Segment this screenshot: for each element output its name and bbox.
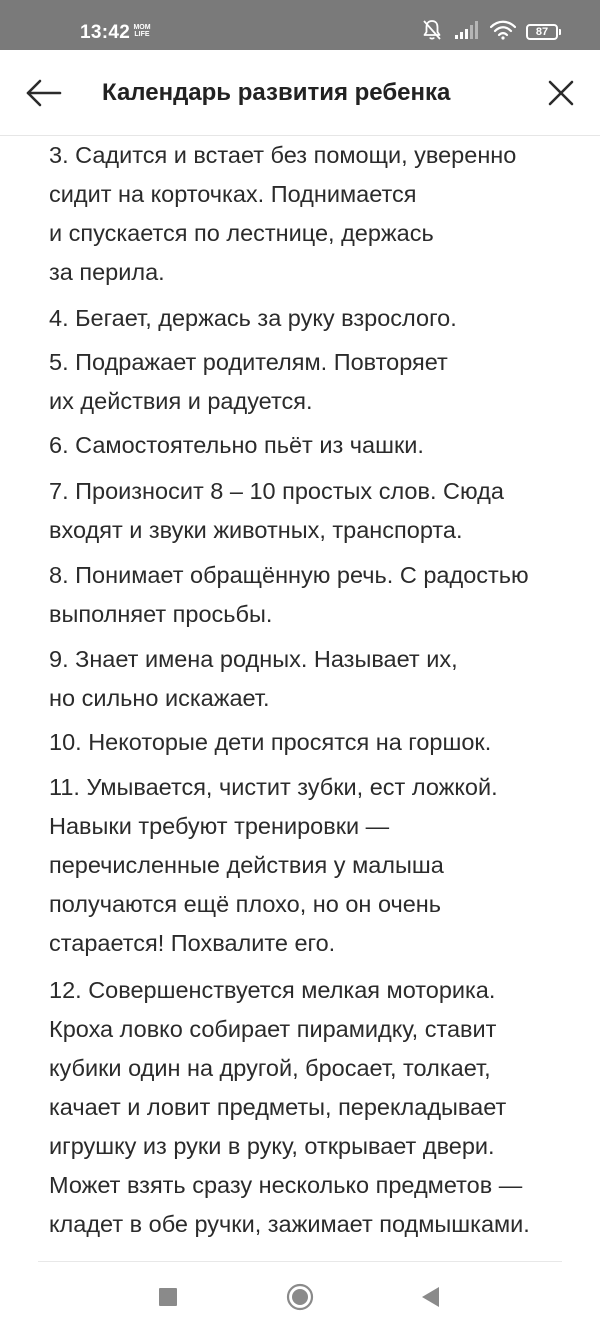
text-line: 5. Подражает родителям. Повторяет <box>49 349 448 375</box>
signal-icon <box>454 20 480 45</box>
carrier-logo-line1: MOM <box>133 24 151 31</box>
list-item <box>49 472 569 550</box>
text-line: их действия и радуется. <box>49 388 313 414</box>
text-line: но сильно искажает. <box>49 685 270 711</box>
list-item <box>49 640 569 718</box>
text-line: 8. Понимает обращённую речь. С радостью <box>49 562 529 588</box>
back-button[interactable] <box>22 75 64 111</box>
text-line: получаются ещё плохо, но он очень <box>49 891 442 917</box>
back-nav-button[interactable] <box>417 1282 447 1312</box>
text-line: кладет в обе ручки, зажимает подмышками. <box>49 1211 530 1237</box>
text-line: 3. Садится и встает без помощи, уверенно <box>49 142 517 168</box>
list-item <box>49 426 569 465</box>
arrow-left-icon <box>22 98 64 115</box>
list-item <box>49 136 569 292</box>
text-line: 12. Совершенствуется мелкая моторика. <box>49 977 496 1003</box>
text-line: 11. Умывается, чистит зубки, ест ложкой. <box>49 774 498 800</box>
article-content[interactable] <box>0 136 600 1260</box>
page-title: Календарь развития ребенка <box>102 79 451 106</box>
back-triangle-icon <box>417 1299 447 1316</box>
text-line: 6. Самостоятельно пьёт из чашки. <box>49 432 424 458</box>
text-line: 10. Некоторые дети просятся на горшок. <box>49 729 492 755</box>
text-line: перечисленные действия у малыша <box>49 852 444 878</box>
text-line: кубики один на другой, бросает, толкает, <box>49 1055 491 1081</box>
close-icon <box>544 97 578 114</box>
recents-button[interactable] <box>153 1282 183 1312</box>
text-line: Навыки требуют тренировки — <box>49 813 390 839</box>
text-line: старается! Похвалите его. <box>49 930 336 956</box>
status-icons <box>420 20 558 44</box>
text-line: Может взять сразу несколько предметов — <box>49 1172 523 1198</box>
text-line: и спускается по лестнице, держась <box>49 220 434 246</box>
recents-square-icon <box>153 1299 183 1316</box>
text-line: игрушку из руки в руку, открывает двери. <box>49 1133 495 1159</box>
carrier-logo <box>133 24 151 38</box>
list-item <box>49 723 569 762</box>
list-item <box>49 299 569 338</box>
text-line: 4. Бегает, держась за руку взрослого. <box>49 305 457 331</box>
text-line: качает и ловит предметы, перекладывает <box>49 1094 507 1120</box>
app-bar <box>0 50 600 136</box>
status-time: 13:42 <box>80 22 131 43</box>
carrier-logo-line2: LIFE <box>134 31 150 38</box>
list-item <box>49 556 569 634</box>
wifi-icon <box>490 20 516 45</box>
list-item <box>49 343 569 421</box>
home-button[interactable] <box>285 1282 315 1312</box>
status-bar <box>0 0 600 50</box>
list-item <box>49 768 569 963</box>
text-line: 9. Знает имена родных. Называет их, <box>49 646 458 672</box>
text-line: сидит на корточках. Поднимается <box>49 181 417 207</box>
home-circle-icon <box>285 1299 315 1316</box>
text-line: выполняет просьбы. <box>49 601 273 627</box>
close-button[interactable] <box>544 76 578 110</box>
text-line: входят и звуки животных, транспорта. <box>49 517 463 543</box>
text-line: 7. Произносит 8 – 10 простых слов. Сюда <box>49 478 504 504</box>
text-line: за перила. <box>49 259 165 285</box>
bell-off-icon <box>420 18 444 47</box>
text-line: Кроха ловко собирает пирамидку, ставит <box>49 1016 497 1042</box>
list-item <box>49 971 569 1244</box>
battery-icon: 87 <box>526 24 558 40</box>
system-nav-bar <box>0 1262 600 1332</box>
